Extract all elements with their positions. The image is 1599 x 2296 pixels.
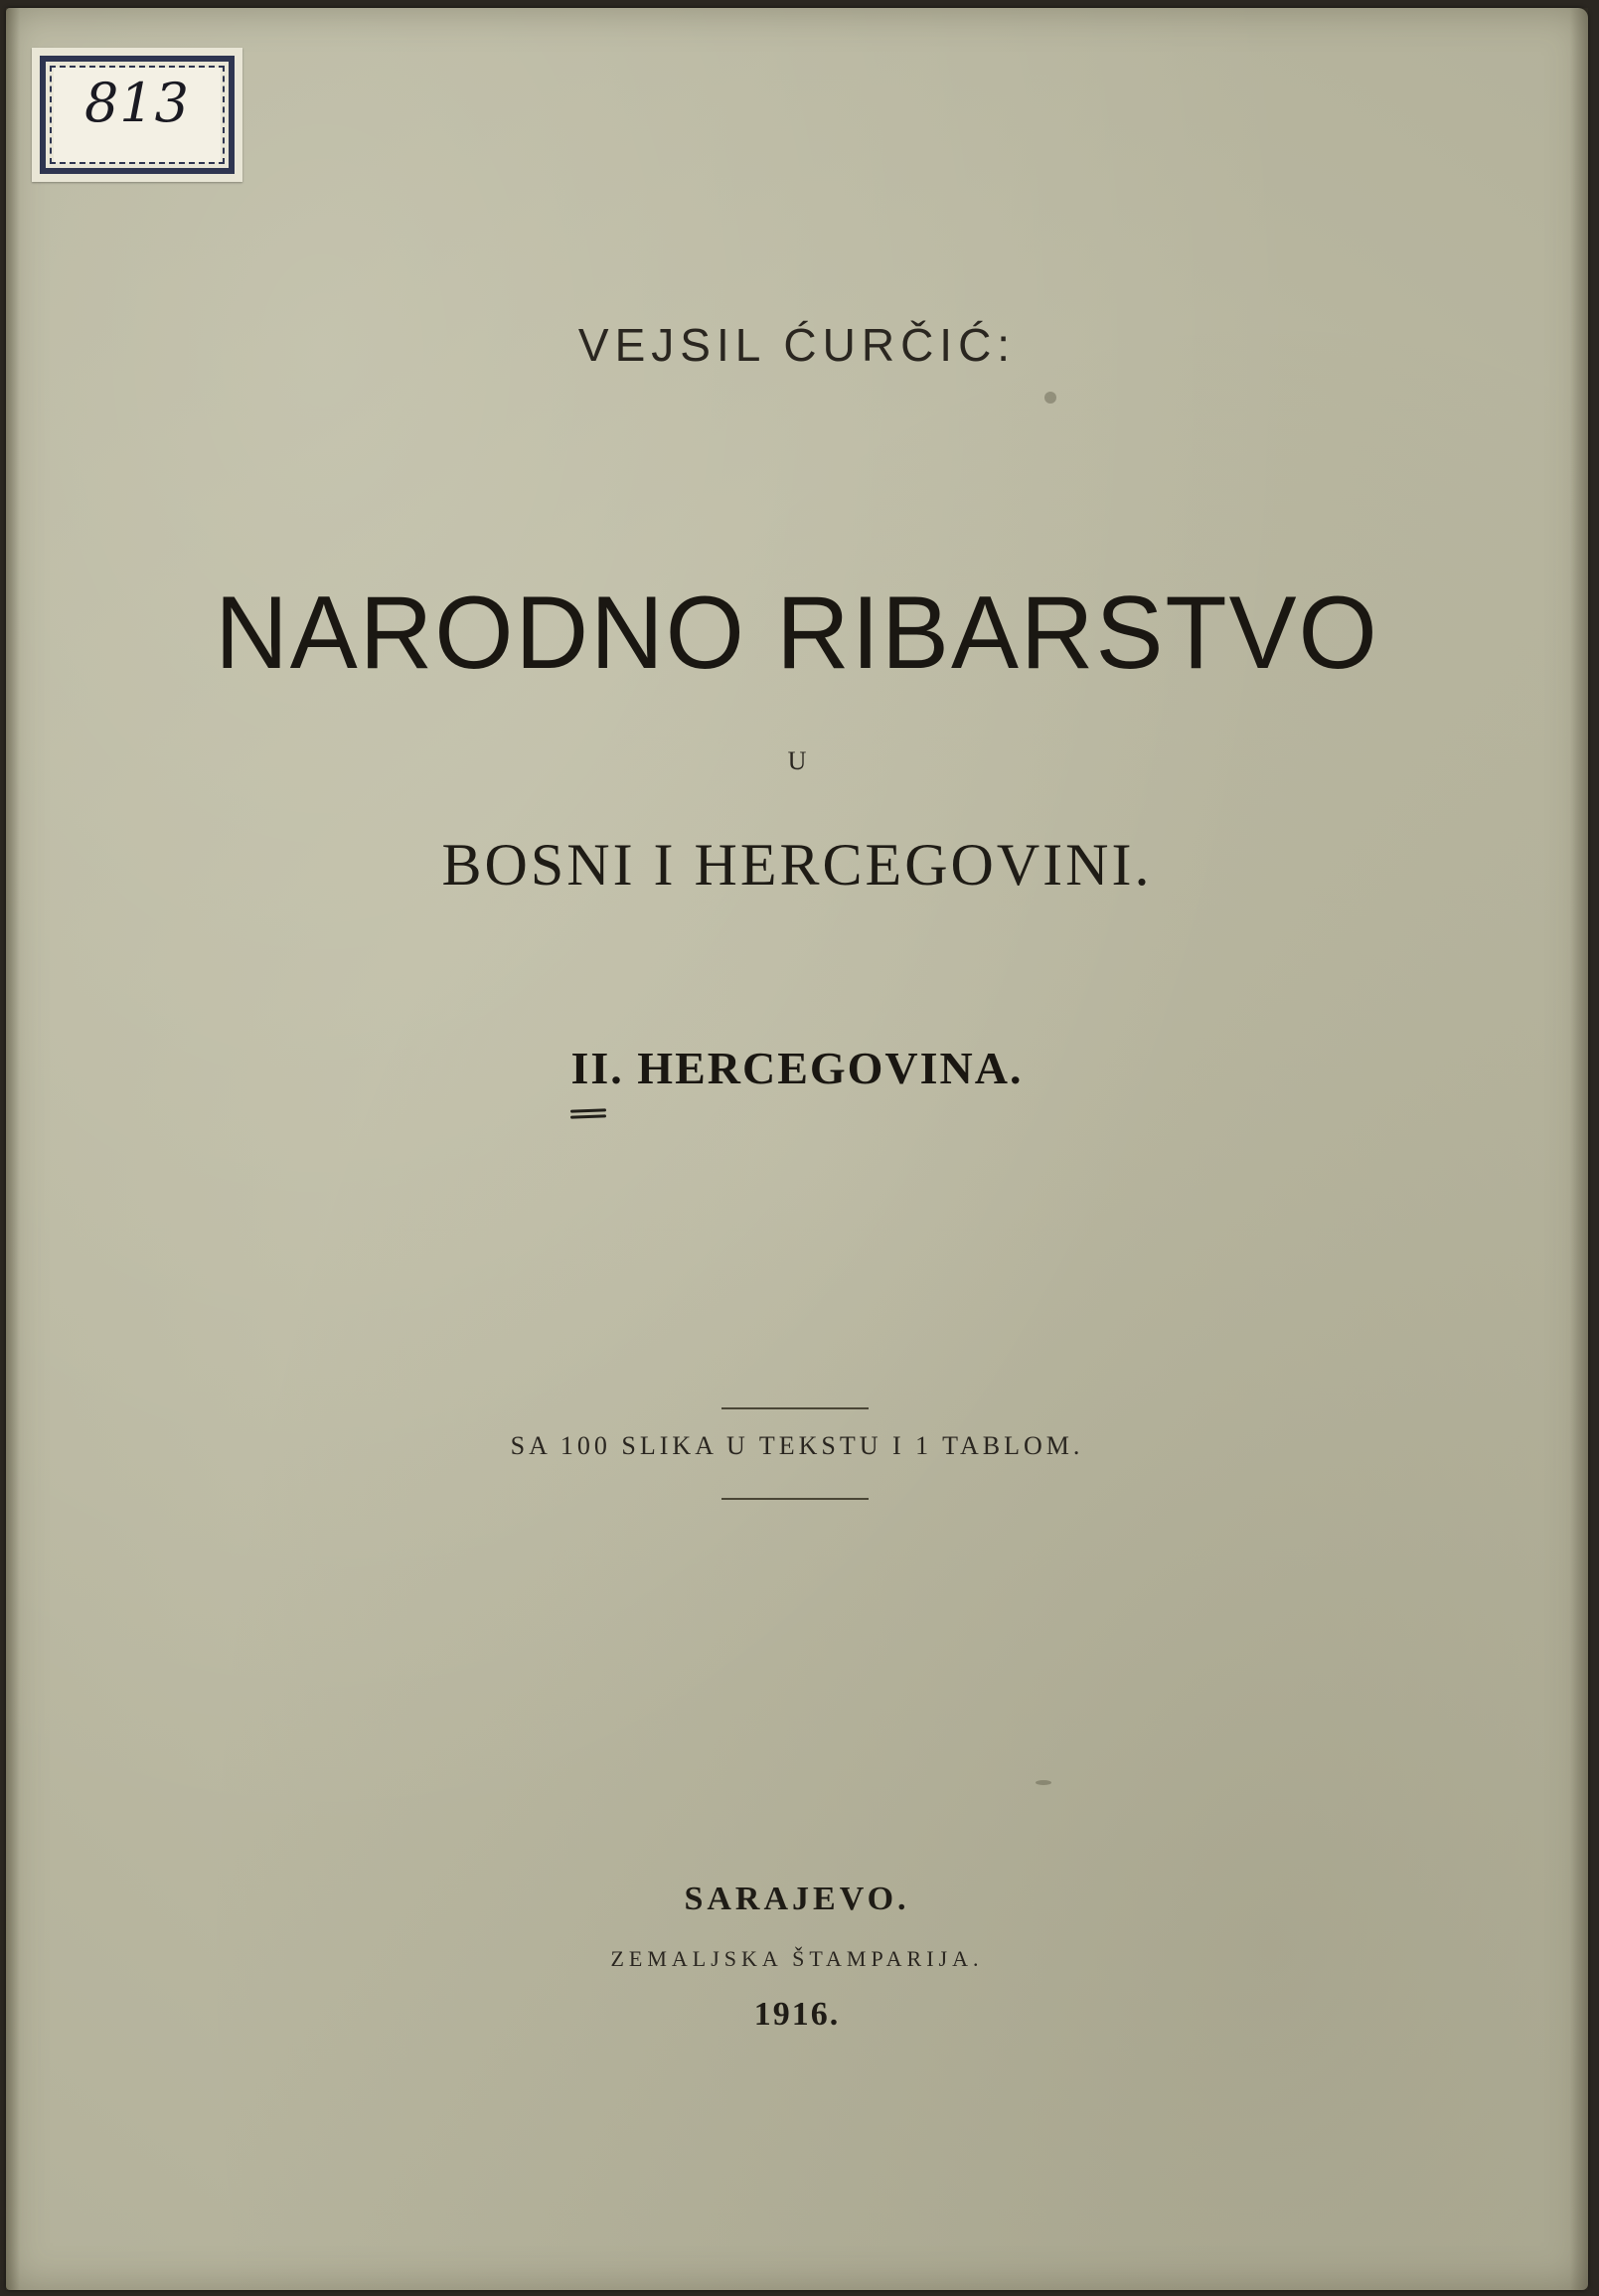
book-cover <box>6 8 1588 2290</box>
divider-rule <box>721 1498 869 1500</box>
catalog-number: 813 <box>83 72 191 134</box>
library-label <box>32 48 242 182</box>
label-field <box>54 68 221 162</box>
illustrations-note: SA 100 SLIKA U TEKSTU I 1 TABLOM. <box>510 1431 1084 1460</box>
paper-speck <box>1036 1780 1051 1785</box>
book-title: NARODNO RIBARSTVO <box>215 575 1379 691</box>
author-name: VEJSIL ĆURČIĆ: <box>577 319 1017 371</box>
handwritten-underline <box>570 1109 606 1121</box>
book-subtitle: BOSNI I HERCEGOVINI. <box>441 832 1153 898</box>
publication-year: 1916. <box>753 1996 841 2033</box>
printer-name: ZEMALJSKA ŠTAMPARIJA. <box>610 1946 984 1971</box>
title-preposition: U <box>787 746 807 775</box>
divider-rule <box>721 1407 869 1409</box>
paper-speck <box>1044 392 1056 404</box>
publication-city: SARAJEVO. <box>684 1881 910 1917</box>
volume-part: II. HERCEGOVINA. <box>570 1043 1024 1093</box>
